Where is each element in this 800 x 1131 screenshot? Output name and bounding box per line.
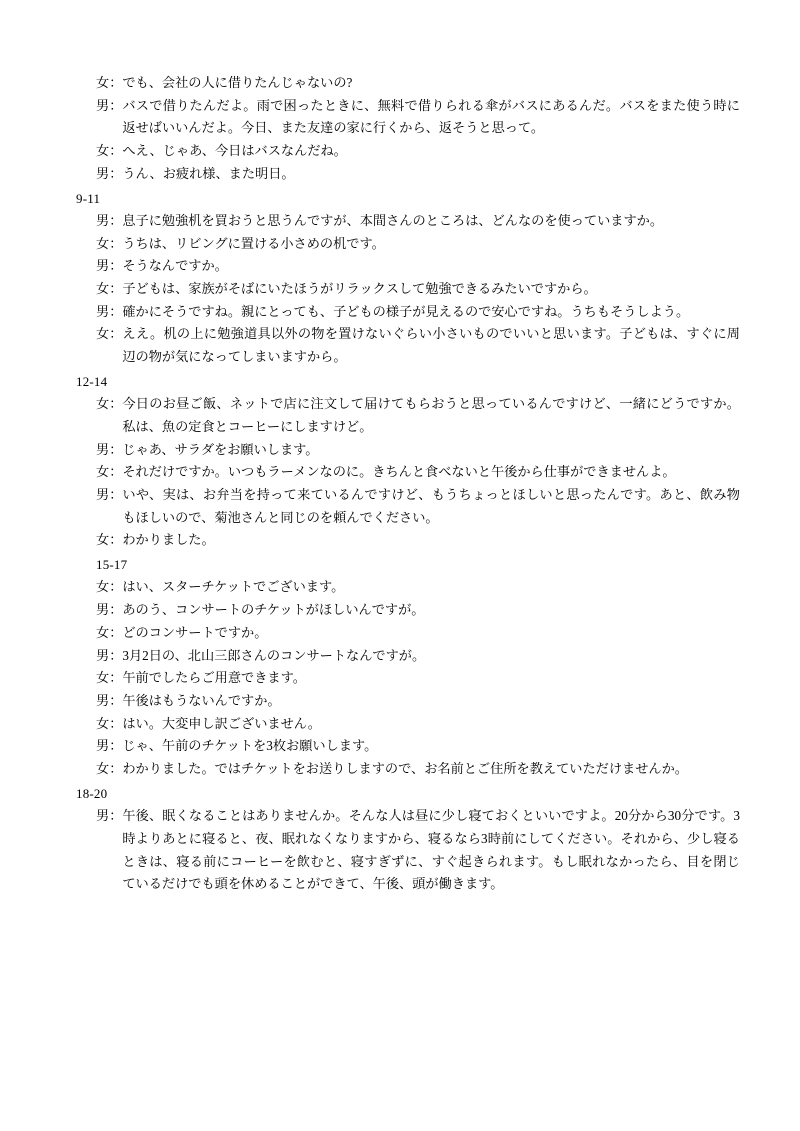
speaker-separator: ： <box>109 464 123 480</box>
speaker-separator: ： <box>109 602 123 618</box>
speaker-separator: ： <box>109 303 123 319</box>
utterance-text: 確かにそうですね。親にとっても、子どもの様子が見えるので安心ですね。うちもそうしよう。 <box>122 303 690 319</box>
section-label: 18-20 <box>76 785 108 801</box>
speaker-separator: ： <box>109 441 123 457</box>
dialogue-line <box>96 323 740 368</box>
speaker-label: 女 <box>96 532 110 548</box>
speaker-label: 女 <box>96 75 110 90</box>
dialogue-section <box>78 188 740 369</box>
utterance-text: 今日のお昼ご飯、ネットで店に注文して届けてもらおうと思っているんですけど、一緒にどうですか。私は、魚の定食とコーヒーにしますけど。 <box>122 396 740 434</box>
utterance-text: はい。大変申し訳ございません。 <box>122 715 321 731</box>
utterance-text: バスで借りたんだよ。雨で困ったときに、無料で借りられる傘がバスにあるんだ。バスをまた使う時に返せばいいんだよ。今日、また友達の家に行くから、返そうと思って。 <box>122 97 740 136</box>
utterance-text: じゃ、午前のチケットを3枚お願いします。 <box>122 738 378 754</box>
speaker-label: 男 <box>96 808 110 824</box>
speaker-label: 女 <box>96 235 110 251</box>
speaker-separator: ： <box>109 280 123 296</box>
dialogue-line <box>96 690 740 713</box>
speaker-separator: ： <box>109 808 123 824</box>
utterance-text: うん、お疲れ様、また明日。 <box>122 165 295 181</box>
utterance-text: 午後、眠くなることはありませんか。そんな人は昼に少し寝ておくといいですよ。20分から30分です。3時よりあとに寝ると、夜、眠れなくなりますから、寝るなら3時前にしてください。それから、少し寝るときは、寝る前にコーヒーを飲むと、寝すぎずに、すぐ起きられます。もし眠れなかったら、目を閉じているだけでも頭を休めることができて、午後、頭が働きます。 <box>122 808 740 892</box>
utterance-text: それだけですか。いつもラーメンなのに。きちんと食べないと午後から仕事ができませんよ。 <box>122 464 676 480</box>
speaker-label: 女 <box>96 143 110 159</box>
dialogue-line <box>96 622 740 645</box>
utterance-text: うちは、リビングに置ける小さめの机です。 <box>122 235 385 251</box>
dialogue-line <box>96 301 740 324</box>
dialogue-line <box>96 210 740 233</box>
dialogue-section <box>78 371 740 552</box>
dialogue-line <box>96 140 740 163</box>
utterance-text: わかりました。 <box>122 532 215 548</box>
speaker-separator: ： <box>109 143 123 159</box>
speaker-label: 男 <box>96 212 110 228</box>
speaker-label: 女 <box>96 624 110 640</box>
dialogue-line <box>96 439 740 462</box>
dialogue-line <box>96 72 740 95</box>
speaker-label: 男 <box>96 738 110 754</box>
speaker-label: 女 <box>96 280 110 296</box>
section-label: 15-17 <box>96 557 128 573</box>
dialogue-line <box>96 95 740 140</box>
speaker-separator: ： <box>109 165 123 181</box>
speaker-label: 男 <box>96 441 110 457</box>
speaker-label: 男 <box>96 97 110 113</box>
dialogue-line <box>96 255 740 278</box>
speaker-separator: ： <box>109 258 123 274</box>
utterance-text: ええ。机の上に勉強道具以外の物を置けないぐらい小さいものでいいと思います。子どもは、すぐに周辺の物が気になってしまいますから。 <box>122 326 740 365</box>
speaker-separator: ： <box>109 235 123 251</box>
speaker-separator: ： <box>109 738 123 754</box>
utterance-text: いや、実は、お弁当を持って来ているんですけど、もうちょっとほしいと思ったんです。あと、飲み物もほしいので、菊池さんと同じのを頼んでください。 <box>122 486 740 525</box>
dialogue-line <box>96 713 740 736</box>
speaker-separator: ： <box>109 715 123 731</box>
section-label: 9-11 <box>76 190 101 206</box>
utterance-text: じゃあ、サラダをお願いします。 <box>122 441 319 457</box>
utterance-text: わかりました。ではチケットをお送りしますので、お名前とご住所を教えていただけませんか。 <box>122 761 688 777</box>
dialogue-line <box>96 599 740 622</box>
utterance-text: 午後はもうないんですか。 <box>122 692 281 708</box>
utterance-text: 息子に勉強机を買おうと思うんですが、本間さんのところは、どんなのを使っていますか。 <box>122 212 664 228</box>
speaker-label: 男 <box>96 692 110 708</box>
speaker-label: 男 <box>96 303 110 319</box>
speaker-separator: ： <box>109 647 123 663</box>
utterance-text: 3月2日の、北山三郎さんのコンサートなんですが。 <box>122 647 426 663</box>
speaker-label: 女 <box>96 715 110 731</box>
section-label: 12-14 <box>76 373 108 389</box>
dialogue-block <box>78 72 740 186</box>
dialogue-line <box>96 278 740 301</box>
utterance-text: へえ、じゃあ、今日はバスなんだね。 <box>122 143 347 159</box>
speaker-separator: ： <box>109 579 123 595</box>
document-body <box>78 72 740 896</box>
dialogue-line <box>96 529 740 552</box>
speaker-label: 男 <box>96 647 110 663</box>
dialogue-line <box>96 461 740 484</box>
speaker-separator: ： <box>109 486 123 502</box>
speaker-label: 女 <box>96 464 110 480</box>
speaker-label: 女 <box>96 670 110 686</box>
utterance-text: そうなんですか。 <box>122 258 228 274</box>
speaker-label: 男 <box>96 165 110 181</box>
speaker-label: 女 <box>96 761 110 777</box>
dialogue-line <box>96 393 740 438</box>
dialogue-line <box>96 805 740 896</box>
speaker-separator: ： <box>109 396 123 412</box>
utterance-text: でも、会社の人に借りたんじゃないの? <box>122 75 353 90</box>
dialogue-line <box>96 484 740 529</box>
speaker-separator: ： <box>109 326 123 342</box>
speaker-separator: ： <box>109 692 123 708</box>
dialogue-line <box>96 758 740 781</box>
speaker-label: 男 <box>96 486 110 502</box>
speaker-label: 男 <box>96 258 110 274</box>
dialogue-line <box>96 233 740 256</box>
speaker-label: 男 <box>96 602 110 618</box>
speaker-label: 女 <box>96 396 110 412</box>
utterance-text: あのう、コンサートのチケットがほしいんですが。 <box>122 602 425 618</box>
utterance-text: はい、スターチケットでございます。 <box>122 579 345 595</box>
dialogue-line <box>96 163 740 186</box>
speaker-separator: ： <box>109 761 123 777</box>
speaker-separator: ： <box>109 532 123 548</box>
dialogue-line <box>96 576 740 599</box>
speaker-separator: ： <box>109 624 123 640</box>
speaker-label: 女 <box>96 326 110 342</box>
utterance-text: どのコンサートですか。 <box>122 624 268 640</box>
utterance-text: 午前でしたらご用意できます。 <box>122 670 306 686</box>
speaker-label: 女 <box>96 579 110 595</box>
dialogue-section <box>78 554 740 781</box>
utterance-text: 子どもは、家族がそばにいたほうがリラックスして勉強できるみたいですから。 <box>122 280 597 296</box>
speaker-separator: ： <box>109 212 123 228</box>
dialogue-line <box>96 735 740 758</box>
speaker-separator: ： <box>109 75 123 90</box>
speaker-separator: ： <box>109 670 123 686</box>
speaker-separator: ： <box>109 97 123 113</box>
dialogue-section <box>78 783 740 896</box>
dialogue-line <box>96 645 740 668</box>
dialogue-line <box>96 667 740 690</box>
